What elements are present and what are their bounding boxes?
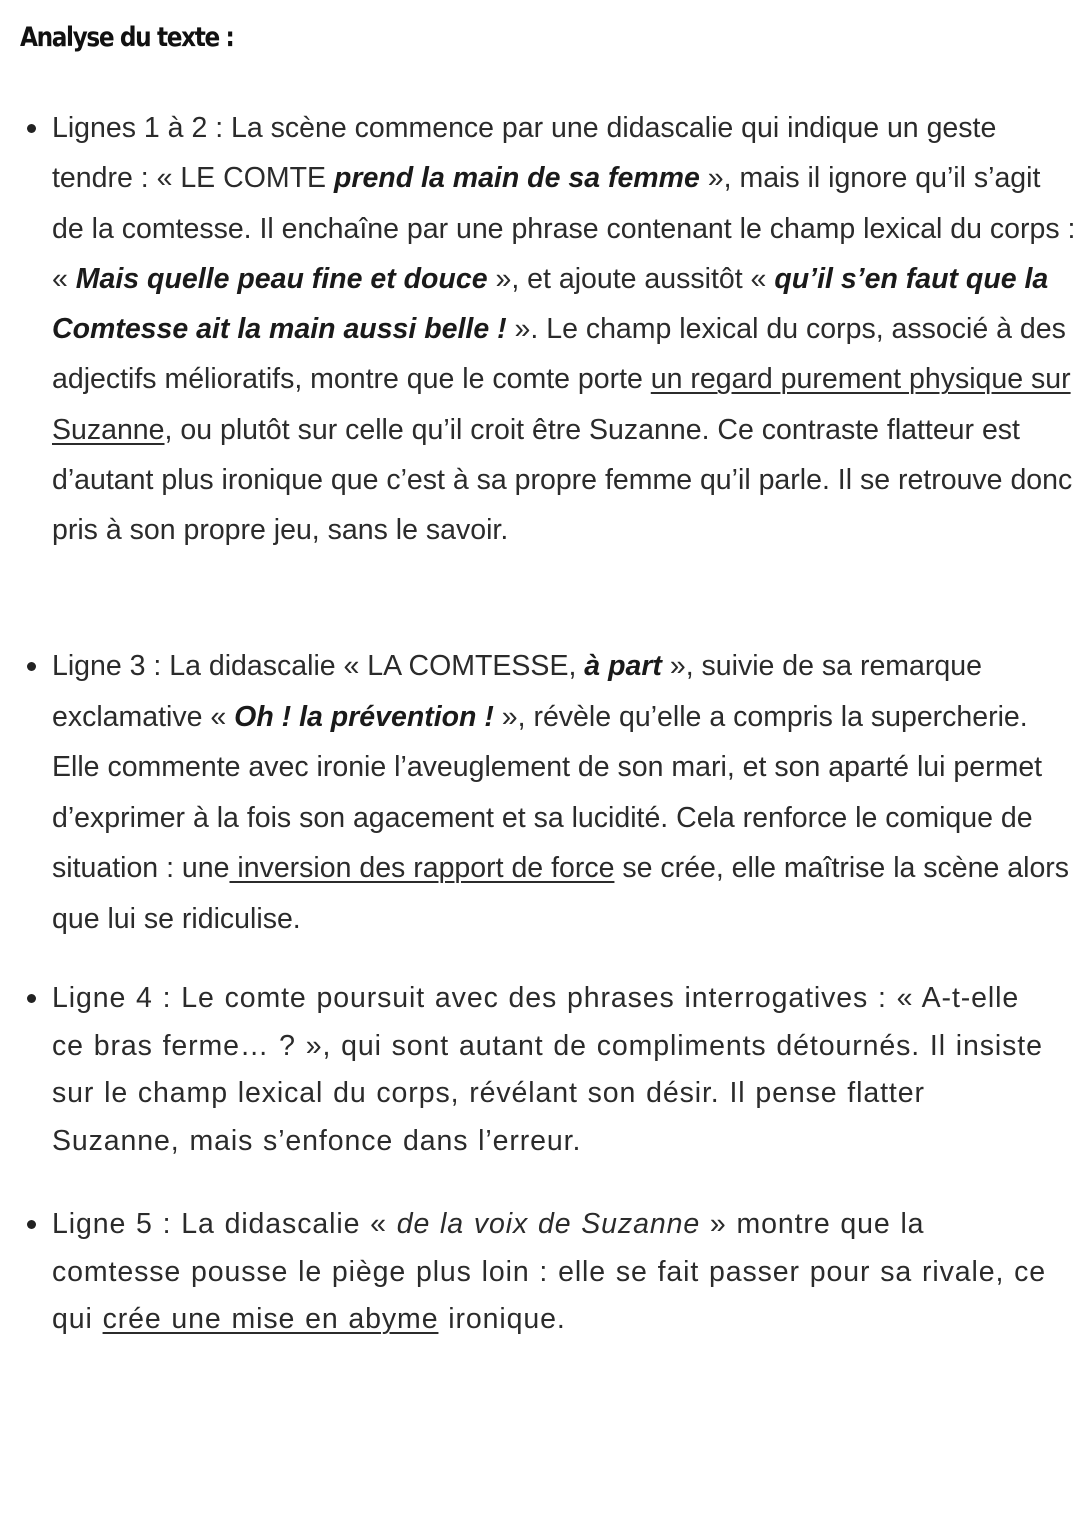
item-text: », et ajoute aussitôt « (487, 262, 775, 295)
item-text: Ligne 3 : La didascalie « LA COMTESSE, (52, 650, 585, 682)
item-text: », suivie de sa remarque exclamative « (52, 650, 982, 733)
quote-italic: de la voix de Suzanne (396, 1208, 701, 1240)
item-text: », mais il ignore qu’il s’agit de la comtesse. Il enchaîne par une phrase contenant le champ lexical du corps : « (52, 162, 1076, 295)
analysis-item-ligne-4 (52, 975, 1052, 1166)
quote-bold-italic: à part (584, 650, 662, 682)
item-text: , ou plutôt sur celle qu’il croit être Suzanne. Ce contraste flatteur est d’autant plus ironique que c’est à sa propre femme qu’il parle. Il se retrouve donc pris à son propre jeu, sans le savoir. (52, 413, 1073, 547)
item-text: ironique. (438, 1303, 566, 1336)
item-text: », révèle qu’elle a compris la supercherie. Elle commente avec ironie l’aveuglement de son mari, et son aparté lui permet d’exprimer à la fois son agacement et sa lucidité. Cela renforce le comique de situation : une (52, 700, 1043, 884)
underlined-phrase: crée une mise en abyme (102, 1303, 439, 1336)
underlined-phrase: inversion des rapport de force (229, 852, 615, 884)
underlined-phrase: un regard purement physique sur Suzanne (52, 363, 1071, 446)
item-text: Lignes 1 à 2 : La scène commence par une didascalie qui indique un geste tendre : « LE COMTE (52, 112, 997, 195)
item-text: se crée, elle maîtrise la scène alors que lui se ridiculise. (52, 852, 1070, 935)
item-text: Ligne 5 : La didascalie « (52, 1208, 397, 1240)
page-title: Analyse du texte : (20, 22, 234, 53)
quote-bold-italic: qu’il s’en faut que la Comtesse ait la main aussi belle ! (52, 262, 1049, 346)
analysis-item-ligne-5 (52, 1201, 1052, 1344)
quote-bold-italic: prend la main de sa femme (333, 162, 700, 195)
analysis-item-lignes-1-2 (52, 103, 1076, 556)
item-text: ». Le champ lexical du corps, associé à des adjectifs mélioratifs, montre que le comte porte (52, 313, 1066, 396)
analysis-item-ligne-3 (52, 641, 1076, 944)
quote-bold-italic: Oh ! la prévention ! (234, 700, 494, 733)
item-text: Ligne 4 : Le comte poursuit avec des phrases interrogatives : « A-t-elle ce bras ferme… ? », qui sont autant de compliments détournés. Il insiste sur le champ lexical du corps, révélant son désir. Il pense flatter Suzanne, mais s’enfonce dans l’erreur. (52, 982, 1043, 1158)
quote-bold-italic: Mais quelle peau fine et douce (75, 262, 488, 295)
item-text: » montre que la comtesse pousse le piège plus loin : elle se fait passer pour sa rivale, ce qui (52, 1208, 1046, 1336)
